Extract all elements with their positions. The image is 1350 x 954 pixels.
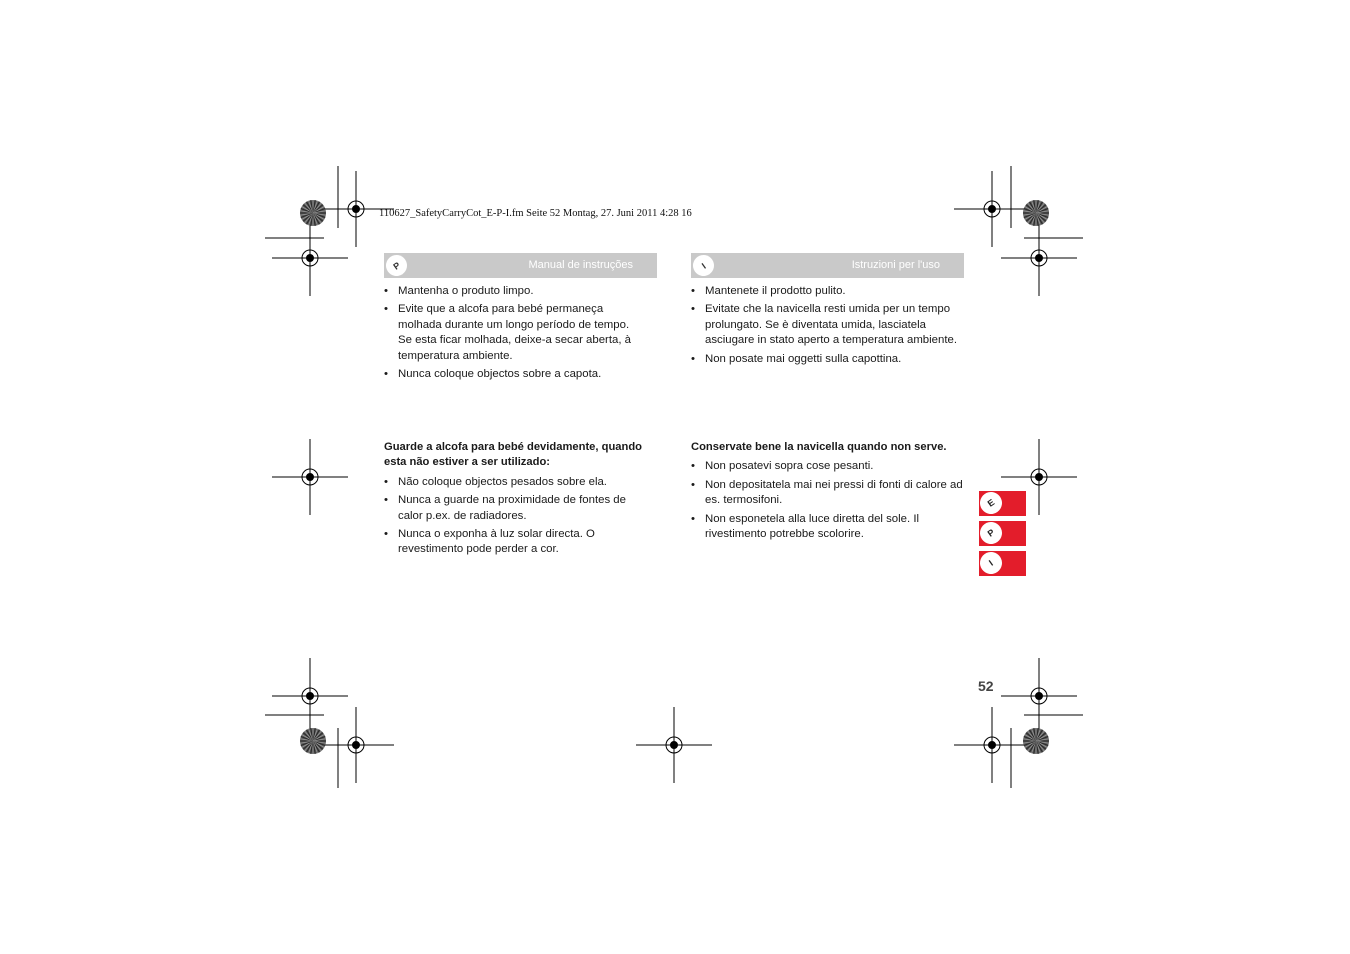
- registration-mark-icon: [1001, 658, 1077, 734]
- care-list-portuguese: [384, 284, 646, 385]
- registration-mark-icon: [318, 707, 394, 783]
- registration-mark-icon: [954, 171, 1030, 247]
- list-item: • Mantenete il prodotto pulito.: [691, 284, 966, 299]
- list-item: • Nunca a guarde na proximidade de fontes de calor p.ex. de radiadores.: [384, 493, 646, 524]
- side-tab-e: [979, 491, 1026, 516]
- starburst-mark-icon: [1023, 728, 1049, 754]
- storage-list-portuguese: [384, 475, 646, 558]
- list-item: • Evite que a alcofa para bebé permaneça molhada durante um longo período de tempo. Se esta ficar molhada, deixe-a secar aberta, à temperatura ambiente.: [384, 302, 646, 364]
- registration-mark-icon: [272, 658, 348, 734]
- list-item: • Non posatevi sopra cose pesanti.: [691, 459, 966, 474]
- list-item: • Nunca coloque objectos sobre a capota.: [384, 367, 646, 382]
- list-item: • Evitate che la navicella resti umida per un tempo prolungato. Se è diventata umida, lasciatela asciugare in stato aperto a temperatura ambiente.: [691, 302, 966, 348]
- starburst-mark-icon: [1023, 200, 1049, 226]
- language-badge-p: P: [382, 251, 411, 280]
- list-item: • Não coloque objectos pesados sobre ela.: [384, 475, 646, 490]
- file-header-line: 110627_SafetyCarryCot_E-P-I.fm Seite 52 Montag, 27. Juni 2011 4:28 16: [379, 208, 692, 219]
- registration-mark-icon: [1001, 220, 1077, 296]
- list-item: • Non esponetela alla luce diretta del sole. Il rivestimento potrebbe scolorire.: [691, 512, 966, 543]
- side-tab-label: P: [976, 518, 1007, 549]
- side-tab-label: I: [976, 548, 1007, 579]
- care-list-italian: [691, 284, 966, 370]
- language-bar-portuguese: [384, 253, 657, 278]
- language-bar-italian: [691, 253, 964, 278]
- registration-mark-icon: [272, 439, 348, 515]
- storage-heading-italian: Conservate bene la navicella quando non serve.: [691, 441, 947, 453]
- starburst-mark-icon: [300, 728, 326, 754]
- list-item: • Non posate mai oggetti sulla capottina.: [691, 352, 966, 367]
- storage-list-italian: [691, 459, 966, 542]
- language-title-italian: Istruzioni per l'uso: [851, 259, 940, 271]
- registration-mark-icon: [272, 220, 348, 296]
- list-item: • Nunca o exponha à luz solar directa. O revestimento pode perder a cor.: [384, 527, 646, 558]
- starburst-mark-icon: [300, 200, 326, 226]
- registration-mark-icon: [636, 707, 712, 783]
- registration-mark-icon: [954, 707, 1030, 783]
- page-number: 52: [978, 678, 994, 694]
- language-badge-i: I: [689, 251, 718, 280]
- storage-heading-portuguese: Guarde a alcofa para bebé devidamente, quando esta não estiver a ser utilizado:: [384, 441, 643, 469]
- storage-section-italian: [691, 440, 966, 545]
- side-tab-p: [979, 521, 1026, 546]
- list-item: • Mantenha o produto limpo.: [384, 284, 646, 299]
- language-title-portuguese: Manual de instruções: [528, 259, 633, 271]
- list-item: • Non depositatela mai nei pressi di fonti di calore ad es. termosifoni.: [691, 478, 966, 509]
- storage-section-portuguese: [384, 440, 646, 561]
- side-tab-i: [979, 551, 1026, 576]
- side-tab-label: E: [976, 488, 1007, 519]
